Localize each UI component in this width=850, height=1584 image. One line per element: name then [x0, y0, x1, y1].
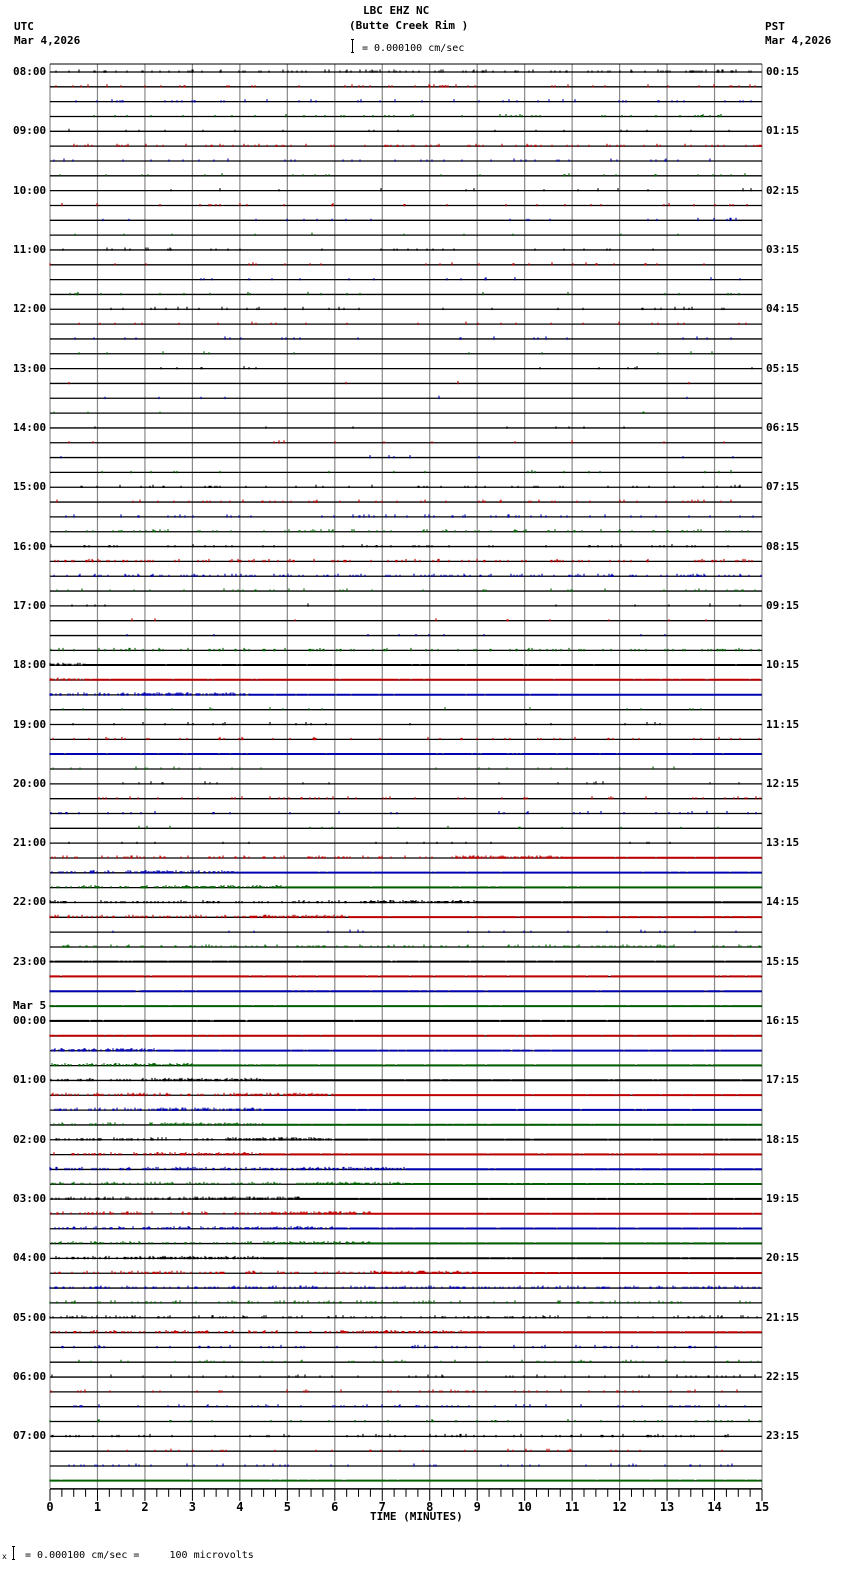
utc-time-label: 04:00 [13, 1251, 47, 1265]
x-tick-label: 12 [612, 1499, 627, 1514]
x-tick-label: 1 [93, 1499, 102, 1514]
pst-time-label: 09:15 [766, 598, 800, 612]
pst-time-label: 05:15 [766, 361, 800, 375]
utc-time-label: 19:00 [13, 717, 47, 731]
pst-time-label: 18:15 [766, 1132, 800, 1146]
x-tick-label: 7 [378, 1499, 386, 1514]
utc-time-label: 14:00 [13, 420, 47, 434]
x-tick-label: 6 [331, 1499, 339, 1514]
utc-time-label: 17:00 [13, 598, 47, 612]
pst-time-label: 04:15 [766, 302, 800, 316]
utc-time-label: 16:00 [13, 539, 47, 553]
footer-mark: x [2, 1552, 7, 1561]
x-tick-label: 8 [426, 1499, 434, 1514]
footer-scale-bar-icon [12, 1546, 15, 1560]
utc-time-label: 21:00 [13, 836, 47, 850]
pst-time-label: 22:15 [766, 1370, 800, 1384]
pst-time-label: 12:15 [766, 776, 800, 790]
pst-time-label: 13:15 [766, 836, 800, 850]
pst-time-label: 06:15 [766, 420, 800, 434]
x-tick-label: 15 [754, 1499, 770, 1514]
x-tick-label: 0 [46, 1499, 54, 1514]
x-tick-label: 13 [659, 1499, 675, 1514]
x-tick-label: 9 [473, 1499, 481, 1514]
station-location: (Butte Creek Rim ) [349, 19, 469, 32]
utc-time-label: 13:00 [13, 361, 47, 375]
utc-time-label: 07:00 [13, 1429, 47, 1443]
utc-time-label: 08:00 [13, 65, 47, 78]
x-tick-label: 5 [283, 1499, 291, 1514]
utc-time-label: 01:00 [13, 1073, 47, 1087]
pst-time-label: 15:15 [766, 954, 800, 968]
utc-time-label: 23:00 [13, 954, 47, 968]
x-tick-label: 2 [141, 1499, 149, 1514]
pst-time-label: 21:15 [766, 1310, 800, 1324]
utc-time-label: 06:00 [13, 1370, 47, 1384]
scale-text: = 0.000100 cm/sec [362, 43, 465, 54]
utc-time-label: Mar 5 [13, 999, 47, 1013]
utc-time-label: 18:00 [13, 658, 47, 672]
utc-time-label: 11:00 [13, 242, 47, 256]
pst-time-label: 00:15 [766, 65, 800, 78]
pst-time-label: 10:15 [766, 658, 800, 672]
left-date: Mar 4,2026 [14, 34, 81, 47]
right-date: Mar 4,2026 [765, 34, 832, 47]
pst-time-label: 16:15 [766, 1014, 800, 1028]
utc-time-label: 02:00 [13, 1132, 47, 1146]
pst-time-label: 08:15 [766, 539, 800, 553]
station-title: LBC EHZ NC [363, 4, 430, 17]
pst-time-label: 02:15 [766, 183, 800, 197]
utc-time-label: 15:00 [13, 480, 47, 494]
x-tick-label: 14 [707, 1499, 722, 1514]
utc-time-label: 03:00 [13, 1192, 47, 1206]
x-tick-label: 3 [188, 1499, 197, 1514]
pst-time-label: 23:15 [766, 1429, 800, 1443]
pst-time-label: 03:15 [766, 242, 800, 256]
utc-time-label: 05:00 [13, 1310, 47, 1324]
pst-time-label: 19:15 [766, 1192, 800, 1206]
x-tick-label: 10 [517, 1499, 532, 1514]
pst-time-label: 14:15 [766, 895, 800, 909]
utc-time-label: 20:00 [13, 776, 47, 790]
utc-time-label: 09:00 [13, 124, 47, 138]
left-timezone: UTC [14, 20, 34, 33]
pst-time-label: 11:15 [766, 717, 800, 731]
footer-scale-text: = 0.000100 cm/sec = 100 microvolts [25, 1550, 254, 1561]
utc-time-label: 10:00 [13, 183, 47, 197]
utc-time-label: 22:00 [13, 895, 47, 909]
right-timezone: PST [765, 20, 785, 33]
pst-time-label: 07:15 [766, 480, 800, 494]
x-tick-label: 11 [564, 1499, 580, 1514]
x-axis-title: TIME (MINUTES) [370, 1510, 463, 1523]
pst-time-label: 20:15 [766, 1251, 800, 1265]
pst-time-label: 01:15 [766, 124, 800, 138]
x-tick-label: 4 [236, 1499, 244, 1514]
utc-time-label: 12:00 [13, 302, 47, 316]
pst-time-label: 17:15 [766, 1073, 800, 1087]
utc-time-label: 00:00 [13, 1014, 47, 1028]
